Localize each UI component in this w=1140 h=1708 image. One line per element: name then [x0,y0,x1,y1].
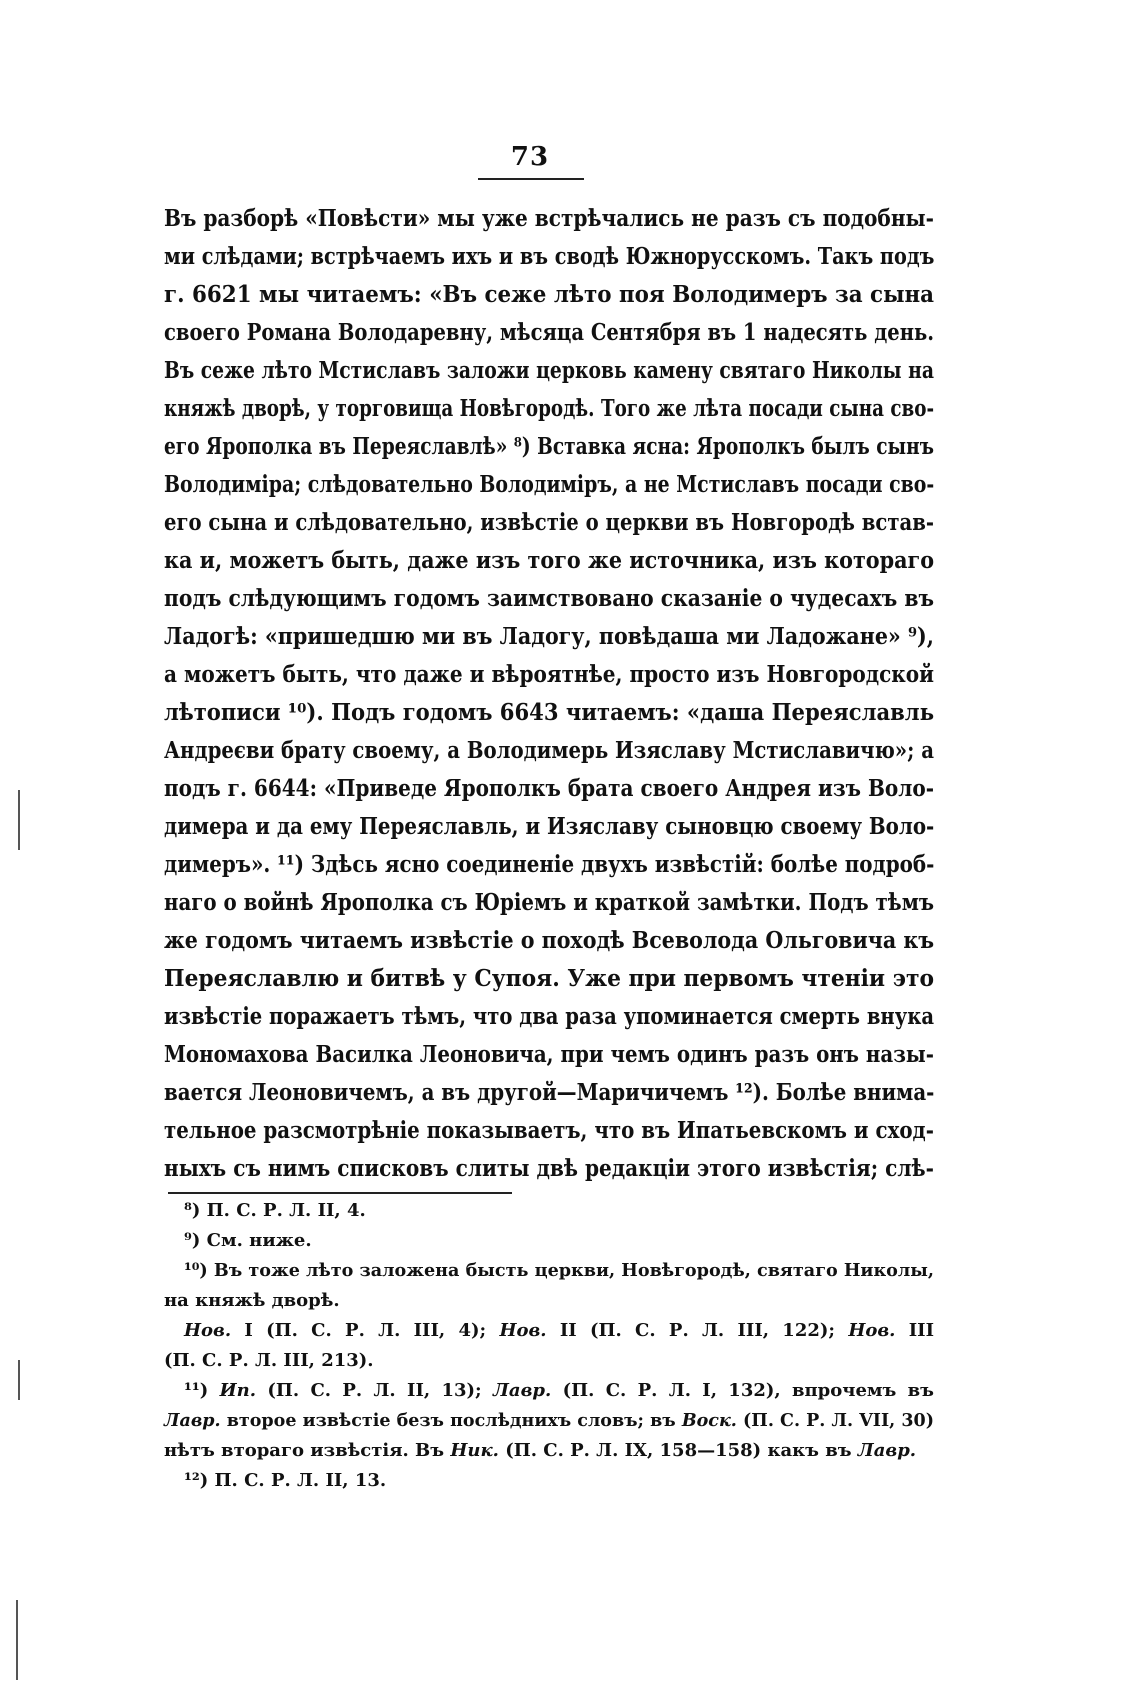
source-ref: (П. С. Р. Л. I, 132), впрочемъ въ [551,1380,934,1401]
footnote-marker: ¹¹) [184,1380,209,1401]
footnote-9: ⁹) См. ниже. [184,1230,312,1251]
body-line: Ладогѣ: «пришедшю ми въ Ладогу, повѣдаша ми Ладожане» ⁹), [164,623,934,650]
body-line: а можетъ быть, что даже и вѣроятнѣе, просто изъ Новгородской [164,661,934,688]
body-line: ка и, можетъ быть, даже изъ того же источника, изъ котораго [164,547,935,574]
footnote-10-line-4: (П. С. Р. Л. III, 213). [164,1350,374,1371]
source-ref: (П. С. Р. Л. VII, 30) [736,1410,934,1431]
source-lavrentiev: Лавр. [493,1380,552,1401]
body-line: княжѣ дворѣ, у торговища Новѣгородѣ. Того же лѣта посади сына сво- [164,395,935,422]
footnote-10-line-3 [184,1316,934,1346]
source-novgorod-1: Нов. [184,1320,232,1341]
source-voskresensk: Воск. [681,1410,737,1431]
scan-edge-mark [18,1360,20,1400]
body-line: же годомъ читаемъ извѣстіе о походѣ Всеволода Ольговича къ [164,927,935,954]
source-novgorod-2: Нов. [499,1320,547,1341]
source-ref: нѣтъ втораго извѣстія. Въ [164,1440,445,1461]
body-line: Андреєви брату своему, а Володимерь Изяславу Мстиславичю»; а [164,737,934,764]
body-line: подъ слѣдующимъ годомъ заимствовано сказаніе о чудесахъ въ [164,585,934,612]
body-line: ми слѣдами; встрѣчаемъ ихъ и въ сводѣ Южнорусскомъ. Такъ подъ [164,243,935,270]
body-line: Въ сеже лѣто Мстиславъ заложи церковь камену святаго Николы на [164,357,934,384]
source-lavrentiev: Лавр. [164,1410,221,1431]
body-line: его Ярополка въ Переяславлѣ» ⁸) Вставка ясна: Ярополкъ былъ сынъ [164,433,934,460]
source-ipatiev: Ип. [219,1380,257,1401]
page-number: 73 [510,142,550,172]
source-nikon: Ник. [450,1440,499,1461]
scan-edge-mark [16,1600,18,1680]
body-line: ныхъ съ нимъ списковъ слиты двѣ редакціи этого извѣстія; слѣ- [164,1155,934,1182]
body-line: лѣтописи ¹⁰). Подъ годомъ 6643 читаемъ: «даша Переяславль [164,699,935,726]
body-line: извѣстіе поражаетъ тѣмъ, что два раза упоминается смерть внука [164,1003,935,1030]
body-line: его сына и слѣдовательно, извѣстіе о церкви въ Новгородѣ встав- [164,509,934,536]
source-novgorod-3: Нов. [848,1320,896,1341]
source-ref: второе извѣстіе безъ послѣднихъ словъ; въ [220,1410,676,1431]
body-line: Переяславлю и битвѣ у Супоя. Уже при первомъ чтеніи это [164,965,934,992]
body-line: г. 6621 мы читаемъ: «Въ сеже лѣто поя Володимеръ за сына [164,281,935,308]
source-lavrentiev: Лавр. [857,1440,917,1461]
body-line: димеръ». ¹¹) Здѣсь ясно соединеніе двухъ извѣстій: болѣе подроб- [164,851,935,878]
footnote-11-line-3 [164,1436,916,1466]
body-line: димера и да ему Переяславль, и Изяславу сыновцю своему Воло- [164,813,935,840]
source-ref: (П. С. Р. Л. II, 13); [256,1380,482,1401]
source-ref: I (П. С. Р. Л. III, 4); [231,1320,487,1341]
footnote-8: ⁸) П. С. Р. Л. II, 4. [184,1200,366,1221]
body-line: Въ разборѣ «Повѣсти» мы уже встрѣчались не разъ съ подобны- [164,205,934,232]
body-line: своего Романа Володаревну, мѣсяца Сентября въ 1 надесять день. [164,319,935,346]
scan-edge-mark [18,790,20,850]
body-line: вается Леоновичемъ, а въ другой—Маричичемъ ¹²). Болѣе внима- [164,1079,935,1106]
footnote-12: ¹²) П. С. Р. Л. II, 13. [184,1470,387,1491]
body-line: тельное разсмотрѣніе показываетъ, что въ Ипатьевскомъ и сход- [164,1117,934,1144]
footnote-10-line-2: на княжѣ дворѣ. [164,1290,340,1311]
source-ref: (П. С. Р. Л. IX, 158—158) какъ въ [498,1440,852,1461]
body-line: Мономахова Василка Леоновича, при чемъ одинъ разъ онъ назы- [164,1041,935,1068]
source-ref: II (П. С. Р. Л. III, 122); [546,1320,836,1341]
body-line: подъ г. 6644: «Приведе Ярополкъ брата своего Андрея изъ Воло- [164,775,935,802]
source-ref: III [895,1320,935,1341]
footnote-rule [168,1192,512,1194]
footnote-10-line-1: ¹⁰) Въ тоже лѣто заложена бысть церкви, Новѣгородѣ, святаго Николы, [184,1260,935,1281]
footnote-11-line-2 [164,1406,934,1436]
body-line: наго о войнѣ Ярополка съ Юріемъ и краткой замѣтки. Подъ тѣмъ [164,889,935,916]
page-number-rule [478,178,584,180]
footnote-11-line-1 [184,1376,934,1406]
body-line: Володиміра; слѣдовательно Володиміръ, а не Мстиславъ посади сво- [164,471,935,498]
